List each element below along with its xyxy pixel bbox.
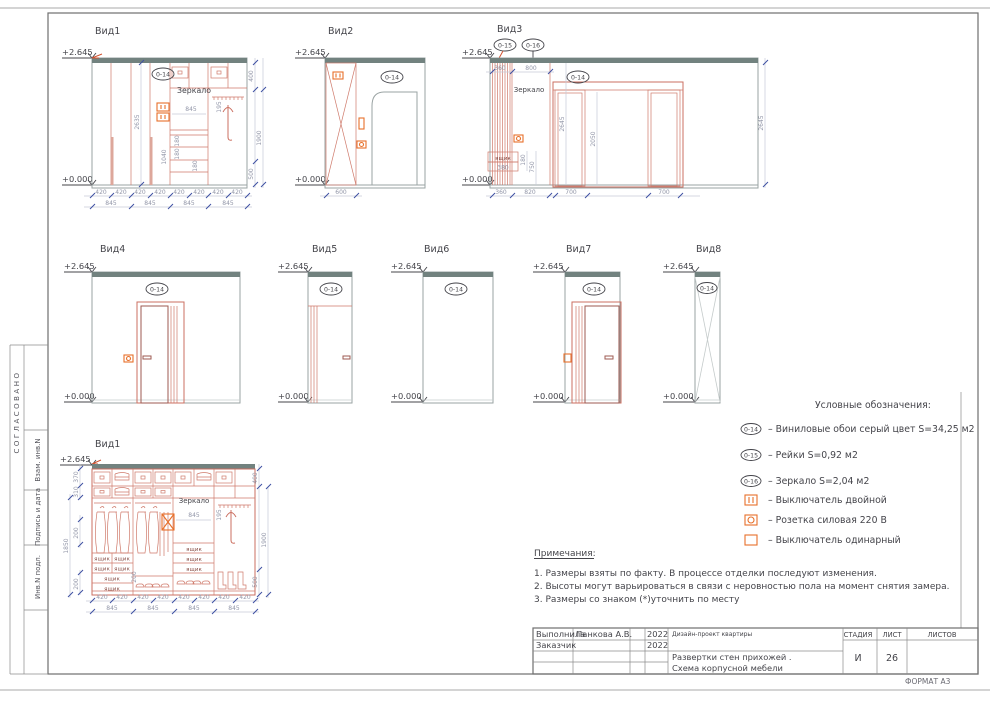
drawer-label: ящик: [495, 156, 511, 162]
dim: 200: [73, 578, 80, 590]
dim: 310: [73, 486, 80, 498]
switch-double-symbol: [157, 103, 169, 121]
dim: 700: [565, 189, 577, 196]
customer-label: Заказчик: [536, 640, 577, 650]
dim: 180: [520, 154, 527, 166]
title-block: [533, 628, 978, 686]
dim: 180: [174, 148, 181, 160]
material-code: 0-14: [384, 74, 400, 82]
elevation-zero: +0.000: [533, 391, 564, 401]
view-label: Вид6: [424, 244, 450, 255]
stage-header: СТАДИЯ: [843, 631, 873, 639]
notes-title: Примечания:: [534, 549, 596, 559]
cabinet-door-inner: [558, 93, 582, 186]
mirror-label: Зеркало: [177, 86, 211, 95]
material-code: 0-14: [586, 286, 602, 294]
ceiling-band: [308, 272, 352, 277]
elevation-zero: +0.000: [462, 174, 493, 184]
umbrella-sketch: [223, 105, 233, 140]
elevation-top: +2.645: [278, 261, 309, 271]
door-handle: [143, 356, 151, 359]
switch-single-icon: [745, 535, 757, 545]
dim: 800: [525, 65, 537, 72]
hook-rail: [218, 505, 251, 508]
folded-clothes: [197, 473, 211, 481]
dim: 845: [144, 200, 156, 207]
year: 2022: [647, 629, 669, 639]
view-label: Вид8: [696, 244, 722, 255]
dim: 195: [216, 101, 223, 113]
dim: 200: [73, 527, 80, 539]
material-code: 0-14: [448, 286, 464, 294]
hanging-clothes: [108, 507, 118, 554]
performer-name: Панкова А.В.: [576, 629, 633, 639]
dim: 420: [96, 594, 108, 601]
material-code: 0-14: [155, 71, 171, 79]
panel-cross: [695, 277, 720, 402]
drawer-front: [94, 488, 110, 496]
dim: 400: [252, 472, 259, 484]
dim: 2635: [134, 114, 141, 130]
door-handle-bar: [150, 137, 153, 185]
material-code: 0-14: [149, 286, 165, 294]
door-leaf: [141, 306, 168, 403]
dim: 180: [192, 160, 199, 172]
view-vid3: [462, 24, 768, 198]
view-label: Вид7: [566, 244, 592, 255]
elevation-top: +2.645: [533, 261, 564, 271]
dim-chain-right: [248, 58, 266, 188]
dim: 420: [116, 594, 128, 601]
drawer-label: ящик: [186, 567, 202, 573]
elevation-top: +2.645: [462, 47, 493, 57]
folded-clothes: [115, 473, 129, 481]
approved-label: СОГЛАСОВАНО: [13, 370, 21, 454]
dim: 420: [95, 189, 107, 196]
view-label: Вид5: [312, 244, 338, 255]
dim: 420: [134, 189, 146, 196]
dim: 370: [73, 471, 80, 483]
view-label: Вид4: [100, 244, 126, 255]
dim: 360: [494, 65, 506, 72]
ceiling-band: [92, 464, 255, 469]
door-handle: [343, 356, 350, 359]
dim: 380: [497, 164, 509, 172]
drawer-front: [94, 472, 110, 483]
socket-icon: [745, 515, 757, 525]
elevation-top: +2.645: [391, 261, 422, 271]
dim: 400: [248, 70, 255, 82]
legend-item: – Розетка силовая 220 В: [768, 515, 887, 526]
project-name: Дизайн-проект квартиры: [672, 631, 753, 638]
dim: 360: [495, 189, 507, 196]
performer-label: Выполнила: [536, 629, 586, 639]
notes: [534, 549, 949, 605]
dim: 600: [335, 189, 347, 196]
view-label: Вид1: [95, 439, 121, 450]
elevation-top: +2.645: [64, 261, 95, 271]
dim: 845: [185, 106, 197, 113]
hanging-clothes: [137, 507, 147, 554]
dim: 500: [252, 576, 259, 588]
material-code: 0-14: [570, 74, 586, 82]
format-label: ФОРМАТ А3: [905, 677, 951, 686]
drawer-front: [172, 67, 188, 78]
ceiling-band: [92, 58, 247, 63]
elevation-top: +2.645: [60, 454, 91, 464]
door-leaf: [585, 306, 619, 403]
mirror-label: Зеркало: [178, 497, 210, 505]
note-line: 2. Высоты могут варьироваться в связи с неровностью пола на момент снятия замера.: [534, 582, 950, 592]
socket-symbol: [514, 135, 523, 142]
legend-item: – Выключатель одинарный: [768, 535, 901, 546]
view-label: Вид3: [497, 24, 523, 35]
dim: 845: [105, 200, 117, 207]
mirror-label: Зеркало: [513, 86, 545, 94]
legend-item: – Виниловые обои серый цвет S=34,25 м2: [768, 424, 975, 435]
view-vid1-top: [62, 26, 266, 209]
cabinet-door-inner: [651, 93, 677, 186]
drawer-label: ящик: [104, 586, 120, 593]
dim: 845: [222, 200, 234, 207]
shoes: [193, 581, 210, 584]
drawer-front: [155, 488, 171, 496]
dim: 180: [174, 135, 181, 147]
dim: 1040: [161, 149, 168, 165]
dim: 420: [157, 594, 169, 601]
ceiling-band: [695, 272, 720, 277]
material-code: 0-15: [497, 42, 513, 50]
dim: 845: [183, 200, 195, 207]
elevation-zero: +0.000: [62, 174, 93, 184]
legend: [741, 400, 975, 546]
drawer-front: [155, 472, 171, 483]
year: 2022: [647, 640, 669, 650]
switch-single-symbol: [359, 118, 364, 129]
drawer-label: ящик: [186, 547, 202, 553]
dim: 845: [188, 512, 200, 519]
drawer-label: ящик: [94, 556, 110, 563]
sheet-header: ЛИСТ: [882, 631, 902, 639]
elevation-zero: +0.000: [663, 391, 694, 401]
switch-double-symbol: [333, 72, 343, 79]
dim: 820: [524, 189, 536, 196]
shoes: [152, 584, 169, 587]
drawer-label: ящик: [186, 557, 202, 563]
material-code: 0-14: [743, 426, 759, 434]
drawer-front: [211, 67, 227, 78]
hanging-trousers: [160, 512, 168, 556]
dim: 420: [239, 594, 251, 601]
dim: 420: [154, 189, 166, 196]
sheets-header: ЛИСТОВ: [927, 631, 957, 639]
dim: 420: [218, 594, 230, 601]
view-vid6: [391, 244, 493, 403]
dim: 2645: [758, 115, 765, 131]
sheet-title-line1: Развертки стен прихожей .: [672, 652, 792, 662]
dim: 195: [216, 509, 223, 521]
elevation-zero: +0.000: [295, 174, 326, 184]
view-vid5: [278, 244, 352, 403]
material-code: 0-14: [323, 286, 339, 294]
dim-chain-right: [758, 58, 768, 188]
door-side-lines: [308, 306, 352, 403]
dim-chain-bottom: [86, 594, 259, 614]
material-code: 0-16: [743, 478, 759, 486]
dim: 420: [198, 594, 210, 601]
hanging-clothes: [149, 507, 159, 554]
view-label: Вид1: [95, 26, 121, 37]
stage-value: И: [854, 653, 862, 664]
sheet-title-line2: Схема корпусной мебели: [672, 663, 783, 673]
legend-item: – Выключатель двойной: [768, 495, 887, 506]
dim: 750: [529, 161, 536, 173]
drawer-front: [175, 472, 191, 483]
ceiling-band: [325, 58, 425, 63]
drawer-label: ящик: [114, 556, 130, 563]
dim: 500: [248, 168, 255, 180]
dim-chain-bottom: [84, 189, 252, 209]
mirror-cross: [326, 63, 356, 185]
sheet-number: 26: [885, 653, 899, 664]
drawer-front: [135, 488, 151, 496]
dim: 420: [173, 189, 185, 196]
legend-item: – Рейки S=0,92 м2: [768, 450, 858, 461]
door-jamb-lines: [576, 306, 582, 403]
dim: 420: [212, 189, 224, 196]
door-handle-bar: [111, 137, 114, 185]
ceiling-band: [565, 272, 620, 277]
dim: 700: [658, 189, 670, 196]
leader-arrow: [92, 460, 101, 464]
dim: 420: [231, 189, 243, 196]
dim: 845: [188, 605, 200, 612]
shoes: [177, 581, 194, 584]
dim: 2645: [559, 116, 566, 132]
view-vid2: [295, 26, 425, 198]
elevation-top: +2.645: [663, 261, 694, 271]
stamp-field-2: Подпись и дата: [34, 488, 42, 546]
view-label: Вид2: [328, 26, 354, 37]
dim: 2050: [590, 131, 597, 147]
stamp-field-1: Взам. инв.N: [34, 438, 42, 482]
dim: 1900: [261, 532, 268, 548]
drawer-front: [216, 472, 232, 483]
legend-item: – Зеркало S=2,04 м2: [768, 476, 870, 487]
ceiling-band: [423, 272, 493, 277]
dim: 200: [131, 571, 138, 583]
cabinet-door: [648, 90, 680, 186]
dim: 420: [115, 189, 127, 196]
hanging-clothes: [120, 507, 130, 554]
drawer-label: ящик: [114, 566, 130, 573]
switch-double-icon: [745, 495, 757, 505]
hanging-clothes: [96, 507, 106, 554]
dim: 845: [228, 605, 240, 612]
dim: 1850: [63, 538, 70, 554]
cabinet-door: [555, 90, 585, 186]
dim: 845: [147, 605, 159, 612]
drawer-front: [135, 472, 151, 483]
stamp-field-3: Инв.N подл.: [34, 554, 42, 600]
wall-outline: [92, 272, 240, 403]
material-code: 0-16: [525, 42, 541, 50]
door-opening: [372, 92, 417, 185]
elevation-zero: +0.000: [391, 391, 422, 401]
drawer-label: ящик: [94, 566, 110, 573]
boots: [228, 572, 236, 589]
socket-symbol: [357, 141, 366, 148]
stamp-column: [10, 345, 48, 674]
dim: 1900: [256, 130, 263, 146]
cabinet-outline: [553, 82, 683, 187]
dim: 845: [106, 605, 118, 612]
material-code: 0-15: [743, 452, 759, 460]
note-line: 3. Размеры со знаком (*)уточнить по месту: [534, 595, 740, 605]
hook-rail: [212, 97, 244, 100]
material-code: 0-14: [699, 285, 715, 293]
folded-clothes: [115, 488, 129, 496]
ceiling-band: [490, 58, 758, 63]
dim: 420: [137, 594, 149, 601]
umbrella-sketch: [226, 510, 236, 543]
shoes: [136, 584, 153, 587]
ceiling-band: [92, 272, 240, 277]
note-line: 1. Размеры взяты по факту. В процессе отделки последуют изменения.: [534, 569, 877, 579]
dim-chain-bottom: [320, 189, 362, 198]
door-jamb-lines: [171, 306, 177, 403]
cabinet-structure: [111, 63, 247, 185]
socket-symbol: [124, 355, 133, 362]
view-vid8: [663, 244, 721, 403]
elevation-top: +2.645: [62, 47, 93, 57]
dim-chain-top: [486, 65, 554, 74]
dim: 420: [178, 594, 190, 601]
drawer-label: ящик: [104, 576, 120, 583]
elevation-top: +2.645: [295, 47, 326, 57]
view-vid1-bottom: [60, 439, 271, 614]
boots: [218, 572, 226, 589]
elevation-zero: +0.000: [64, 391, 95, 401]
door-handle: [605, 356, 613, 359]
view-vid4: [64, 244, 240, 403]
boots: [238, 572, 246, 589]
dim-chain-bottom: [486, 189, 700, 198]
view-vid7: [533, 244, 621, 403]
dim-chain-left: [63, 464, 83, 598]
dim: 420: [193, 189, 205, 196]
legend-title: Условные обозначения:: [815, 400, 931, 411]
elevation-zero: +0.000: [278, 391, 309, 401]
